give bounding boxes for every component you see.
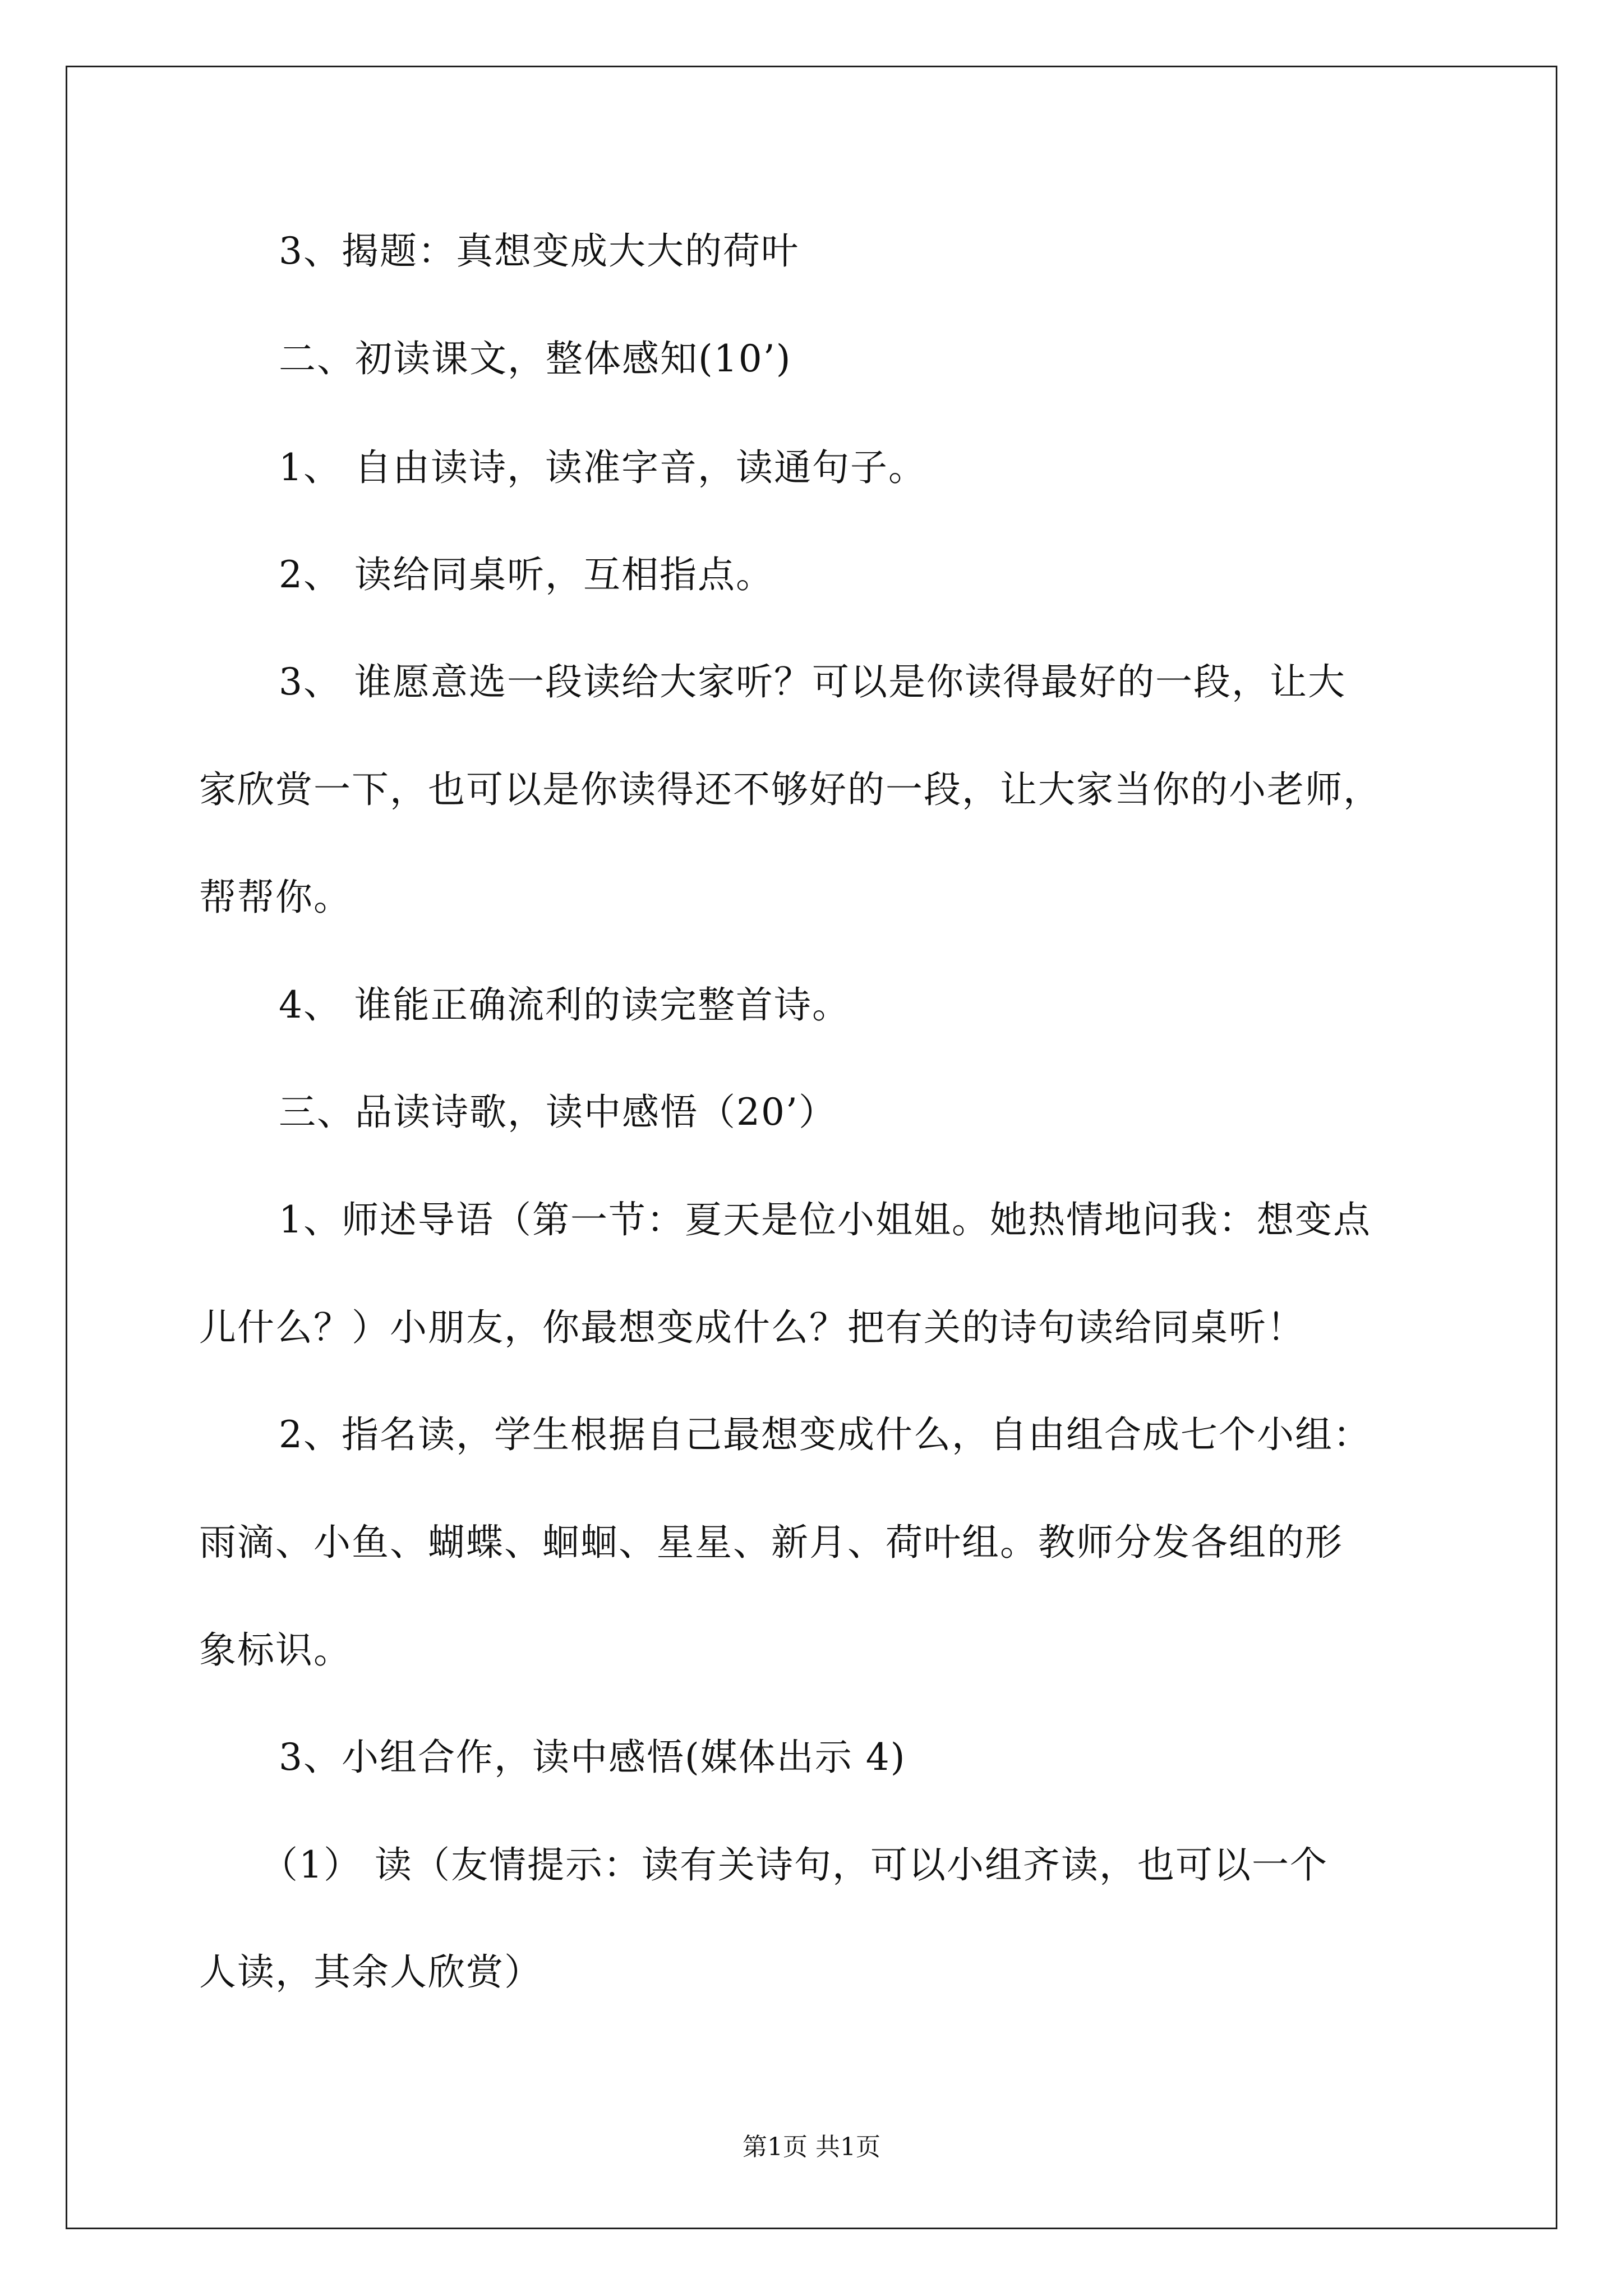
text-line: 人读，其余人欣赏）	[199, 1950, 542, 1994]
text-line: 3、 谁愿意选一段读给大家听？可以是你读得最好的一段，让大	[279, 660, 1346, 703]
text-line: 2、指名读，学生根据自己最想变成什么，自由组合成七个小组：	[279, 1413, 1371, 1456]
text-line: 儿什么？）小朋友，你最想变成什么？把有关的诗句读给同桌听！	[199, 1306, 1305, 1349]
text-line: 二、初读课文，整体感知(10’)	[279, 337, 792, 380]
text-line: 帮帮你。	[199, 876, 352, 919]
text-line: 三、品读诗歌，读中感悟（20’）	[279, 1091, 837, 1134]
text-line: 象标识。	[199, 1628, 352, 1672]
text-line: 4、 谁能正确流利的读完整首诗。	[279, 983, 850, 1027]
text-line: 雨滴、小鱼、蝴蝶、蛔蛔、星星、新月、荷叶组。教师分发各组的形	[199, 1521, 1343, 1564]
page-border	[66, 66, 1557, 2229]
text-line: 3、揭题：真想变成大大的荷叶	[279, 229, 799, 273]
text-line: 1、师述导语（第一节：夏天是位小姐姐。她热情地问我：想变点	[279, 1198, 1371, 1241]
text-line: 1、 自由读诗，读准字音，读通句子。	[279, 446, 926, 489]
text-line: 3、小组合作，读中感悟(媒体出示 4)	[279, 1736, 906, 1779]
text-line: 2、 读给同桌听，互相指点。	[279, 553, 774, 596]
page-footer: 第1页 共1页	[743, 2133, 880, 2161]
text-line: 家欣赏一下，也可以是你读得还不够好的一段，让大家当你的小老师，	[199, 768, 1381, 811]
text-line: （1） 读（友情提示：读有关诗句，可以小组齐读，也可以一个	[261, 1843, 1328, 1887]
